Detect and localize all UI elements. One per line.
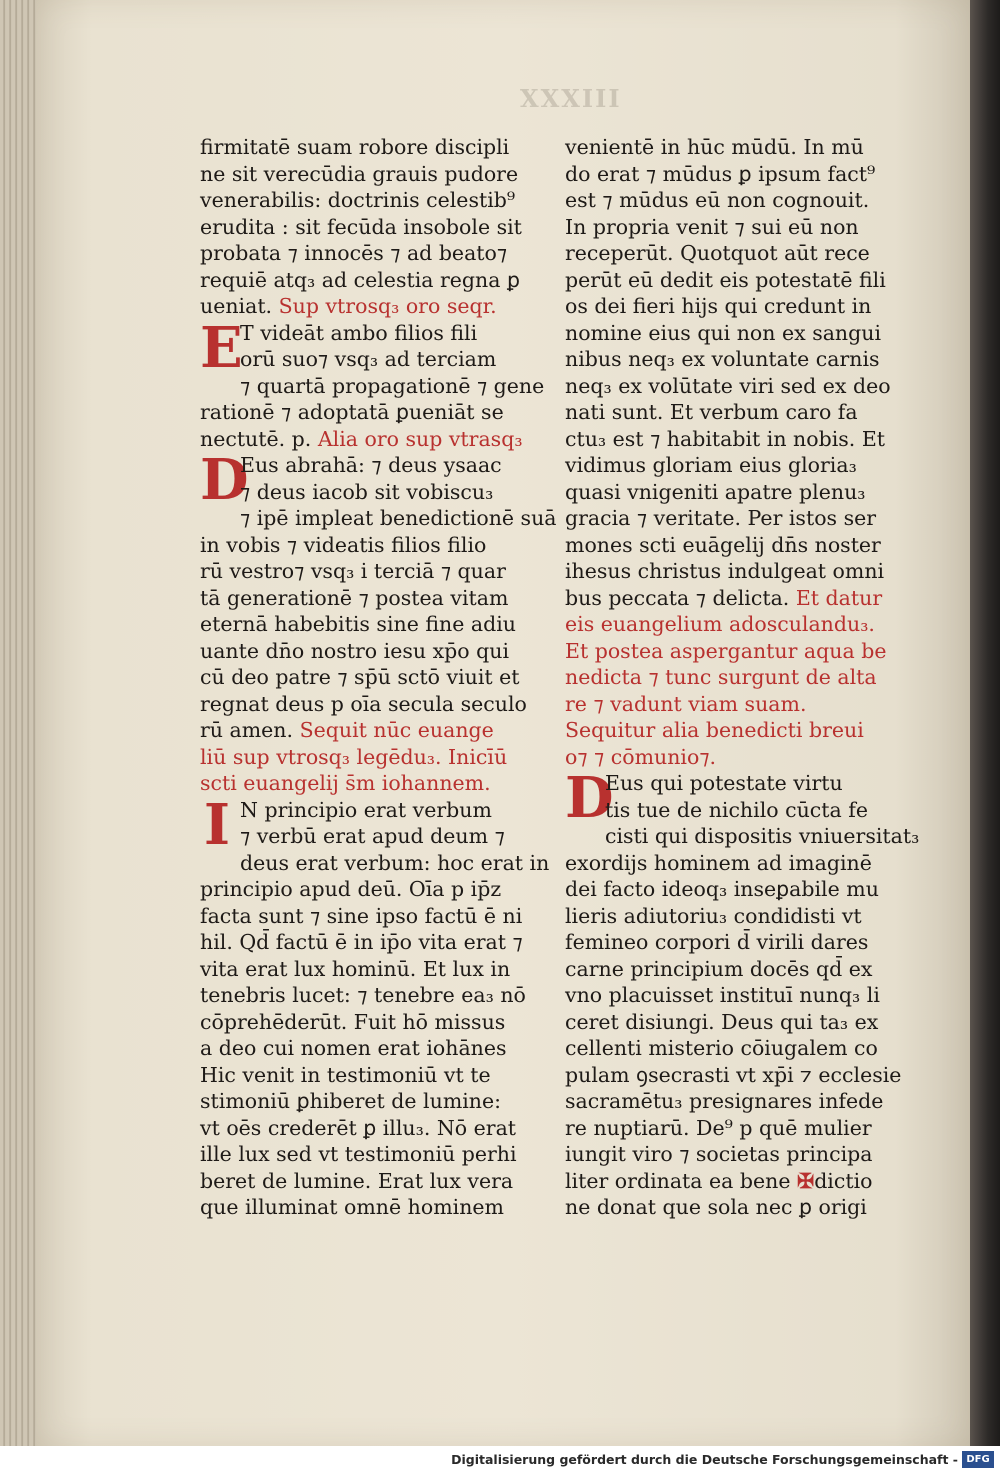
text-line: nibus neq₃ ex voluntate carnis xyxy=(565,347,880,371)
text-line: dei facto ideoq₃ inseꝑabile mu xyxy=(565,877,879,901)
text-line: nedicta ⁊ tunc surgunt de alta xyxy=(565,665,877,689)
text-line: gracia ⁊ veritate. Per istos ser xyxy=(565,506,877,530)
text-line: pulam ꝯsecrasti vt xp̄i ⁊ ecclesie xyxy=(565,1062,902,1087)
initial-letter: D xyxy=(200,447,249,513)
text-line: a deo cui nomen erat iohānes xyxy=(200,1036,507,1060)
text-line: cellenti misterio cōiugalem co xyxy=(565,1036,878,1060)
text-line: probata ⁊ innocēs ⁊ ad beato⁊ xyxy=(200,241,508,265)
left-text-column xyxy=(200,134,557,1221)
folio-number: XXXIII xyxy=(520,84,622,113)
text-line: nati sunt. Et verbum caro fa xyxy=(565,400,858,424)
text-line: N principio erat verbum xyxy=(240,797,492,822)
text-line: ne donat que sola nec ꝑ origi xyxy=(565,1195,867,1219)
text-line: tenebris lucet: ⁊ tenebre ea₃ nō xyxy=(200,983,526,1007)
text-line: ⁊ quartā propagationē ⁊ gene xyxy=(240,373,545,398)
text-line: ⁊ deus iacob sit vobiscu₃ xyxy=(240,479,494,504)
text-line: eis euangelium adosculandu₃. xyxy=(565,612,875,636)
rubric-text: Sequit nūc euange xyxy=(299,718,494,742)
text-line: In propria venit ⁊ sui eū non xyxy=(565,214,859,239)
text-line: est ⁊ mūdus eū non cognouit. xyxy=(565,188,870,212)
text-line: orū suo⁊ vsq₃ ad terciam xyxy=(240,347,497,371)
text-line: rū vestro⁊ vsq₃ i terciā ⁊ quar xyxy=(200,559,506,583)
text-line: perūt eū dedit eis potestatē fili xyxy=(565,267,886,292)
text-line: tā generationē ⁊ postea vitam xyxy=(200,585,509,610)
text-line: re ⁊ vadunt viam suam. xyxy=(565,691,807,716)
paragraph-initial-d2 xyxy=(565,765,920,1221)
text-line: Et postea aspergantur aqua be xyxy=(565,638,887,663)
right-text-column xyxy=(565,134,920,1221)
text-line: Eus abrahā: ⁊ deus ysaac xyxy=(240,453,502,477)
text-line: scti euangelij s̄m iohannem. xyxy=(200,771,491,795)
text-line: Eus qui potestate virtu xyxy=(605,771,843,795)
dfg-logo: DFG xyxy=(962,1451,994,1468)
text-line: vno placuisset instituī nunq₃ li xyxy=(565,983,880,1007)
text-line: hil. Qd̄ factū ē in ip̄o vita erat ⁊ xyxy=(200,930,523,954)
text-line: stimoniū ꝑhiberet de lumine: xyxy=(200,1089,502,1113)
text-line: liter ordinata ea bene ✠dictio xyxy=(565,1168,873,1193)
text-line: eternā habebitis sine fine adiu xyxy=(200,612,516,636)
text-line: que illuminat omnē hominem xyxy=(200,1195,504,1219)
text-line: rationē ⁊ adoptatā ꝑueniāt se xyxy=(200,400,504,424)
text-line: erudita : sit fecūda insobole sit xyxy=(200,214,522,239)
text-line: nectutē. p. Alia oro sup vtrasq₃ xyxy=(200,426,523,451)
text-line: ctu₃ est ⁊ habitabit in nobis. Et xyxy=(565,426,886,451)
text-line: neq₃ ex volūtate viri sed ex deo xyxy=(565,373,891,398)
text-line: lieris adiutoriu₃ condidisti vt xyxy=(565,903,862,928)
text-line: ueniat. Sup vtrosq₃ oro seqr. xyxy=(200,294,497,318)
text-line: T videāt ambo filios fili xyxy=(240,320,478,345)
text-line: beret de lumine. Erat lux vera xyxy=(200,1168,514,1193)
book-page-edges xyxy=(0,0,40,1446)
text-line: firmitatē suam robore discipli xyxy=(200,135,510,159)
rubric-text: Et datur xyxy=(795,585,883,610)
text-line: nomine eius qui non ex sangui xyxy=(565,320,882,345)
text-line: requiē atq₃ ad celestia regna ꝑ xyxy=(200,267,521,292)
text-line: vidimus gloriam eius gloria₃ xyxy=(565,453,857,477)
funding-notice: Digitalisierung gefördert durch die Deutsche Forschungsgemeinschaft - xyxy=(451,1452,958,1467)
initial-letter: I xyxy=(203,791,231,858)
text-line: ihesus christus indulgeat omni xyxy=(565,559,885,583)
text-line: principio apud deū. Oīa p ip̄z xyxy=(200,877,502,901)
text-line: ille lux sed vt testimoniū perhi xyxy=(200,1142,517,1166)
text-line: receperūt. Quotquot aūt rece xyxy=(565,241,870,265)
text-line: carne principium docēs qd̄ ex xyxy=(565,956,873,981)
paragraph-initial-d xyxy=(200,447,557,744)
text-line: tis tue de nichilo cūcta fe xyxy=(605,797,868,822)
rubric-text: Alia oro sup vtrasq₃ xyxy=(317,426,523,451)
text-line: cū deo patre ⁊ sp̄ū sctō viuit et xyxy=(200,665,520,689)
footer-bar xyxy=(0,1446,1000,1474)
text-line: ceret disiungi. Deus qui ta₃ ex xyxy=(565,1009,879,1034)
text-line: Hic venit in testimoniū vt te xyxy=(200,1062,491,1087)
text-line: cōprehēderūt. Fuit hō missus xyxy=(200,1009,506,1034)
text-line: rū amen. Sequit nūc euange xyxy=(200,718,494,742)
text-line: re nuptiarū. De⁹ p quē mulier xyxy=(565,1115,872,1140)
paragraph-initial-e xyxy=(200,314,550,453)
text-line: deus erat verbum: hoc erat in xyxy=(240,850,550,875)
text-line: facta sunt ⁊ sine ipso factū ē ni xyxy=(200,903,523,928)
initial-letter: E xyxy=(200,314,243,381)
text-line: regnat deus p oīa secula seculo xyxy=(200,691,527,716)
text-line: do erat ⁊ mūdus ꝑ ipsum fact⁹ xyxy=(565,161,876,186)
text-line: femineo corpori d̄ virili dares xyxy=(565,930,869,954)
text-line: o⁊ ⁊ cōmunio⁊. xyxy=(565,744,717,769)
rubric-text: Sup vtrosq₃ oro seqr. xyxy=(278,294,497,318)
initial-letter: D xyxy=(565,765,614,831)
paragraph-initial-i xyxy=(200,791,550,1221)
text-line: mones scti euāgelij dn̄s noster xyxy=(565,532,881,557)
text-line: ⁊ verbū erat apud deum ⁊ xyxy=(240,824,505,848)
text-line: venientē in hūc mūdū. In mū xyxy=(565,135,864,159)
text-line: quasi vnigeniti apatre plenu₃ xyxy=(565,479,866,504)
text-line: exordijs hominem ad imaginē xyxy=(565,850,872,875)
text-line: uante dn̄o nostro iesu xp̄o qui xyxy=(200,638,510,663)
cross-icon: ✠ xyxy=(797,1168,815,1193)
text-line: bus peccata ⁊ delicta. Et datur xyxy=(565,585,883,610)
text-line: iungit viro ⁊ societas principa xyxy=(565,1142,873,1166)
text-line: liū sup vtrosq₃ legēdu₃. Inicīū xyxy=(200,744,508,769)
text-line: in vobis ⁊ videatis filios filio xyxy=(200,532,487,557)
text-line: sacramētu₃ presignares infede xyxy=(565,1089,884,1113)
text-line: vita erat lux hominū. Et lux in xyxy=(200,956,511,981)
book-spine-edge xyxy=(970,0,1000,1446)
text-line: cisti qui dispositis vniuersitat₃ xyxy=(605,824,920,848)
text-line: venerabilis: doctrinis celestib⁹ xyxy=(200,188,516,212)
text-line: vt oēs crederēt ꝑ illu₃. Nō erat xyxy=(200,1115,517,1140)
text-line: os dei fieri hijs qui credunt in xyxy=(565,294,872,318)
text-line: ⁊ ipē impleat benedictionē suā xyxy=(240,506,557,530)
text-line: ne sit verecūdia grauis pudore xyxy=(200,161,519,186)
text-line: Sequitur alia benedicti breui xyxy=(565,718,864,742)
